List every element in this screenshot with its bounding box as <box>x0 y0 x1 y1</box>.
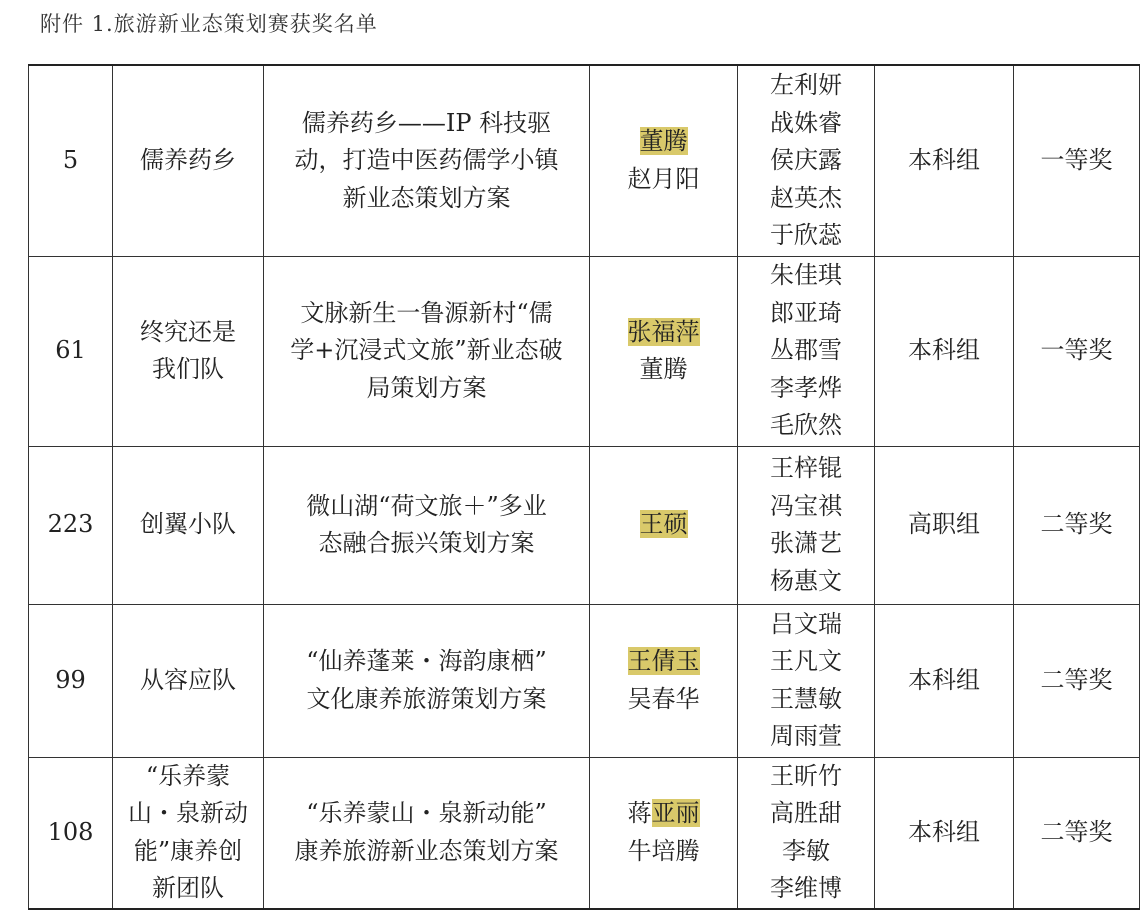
entry-number-cell: 61 <box>29 256 113 446</box>
advisor-name: 董腾 <box>639 355 688 383</box>
project-title-line: 文化康养旅游策划方案 <box>306 684 547 713</box>
member-name: 左利妍 <box>770 71 842 99</box>
team-name-line: 我们队 <box>152 355 224 383</box>
project-title-cell <box>264 446 590 604</box>
award-cell: 二等奖 <box>1014 446 1140 604</box>
entry-number-cell: 108 <box>29 757 113 909</box>
highlighted-advisor-name: 董腾 <box>639 127 688 156</box>
award-cell: 一等奖 <box>1014 256 1140 446</box>
table-row <box>29 446 1140 604</box>
project-title-cell <box>264 757 590 909</box>
team-name-cell <box>113 757 264 909</box>
project-title-cell <box>264 604 590 757</box>
award-table <box>28 64 1140 910</box>
table-row <box>29 757 1140 909</box>
team-name-cell <box>113 65 264 256</box>
member-name: 王梓锟 <box>770 454 842 482</box>
team-name-cell <box>113 604 264 757</box>
advisor-name: 吴春华 <box>627 684 700 713</box>
member-name: 吕文瑞 <box>770 609 842 638</box>
project-title-line: 态融合振兴策划方案 <box>318 529 535 557</box>
team-name-line: 儒养药乡 <box>140 146 236 174</box>
advisor-cell <box>590 604 738 757</box>
member-name: 朱佳琪 <box>770 261 842 290</box>
project-title-line: 微山湖“荷文旅＋”多业 <box>306 491 547 520</box>
team-name-cell <box>113 256 264 446</box>
team-members-cell <box>738 256 875 446</box>
project-title-line: 康养旅游新业态策划方案 <box>294 836 559 865</box>
team-members-cell <box>738 446 875 604</box>
award-cell: 二等奖 <box>1014 757 1140 909</box>
project-title-line: 文脉新生一鲁源新村“儒 <box>300 298 553 327</box>
member-name: 王凡文 <box>770 647 842 675</box>
highlighted-advisor-name: 王倩玉 <box>627 647 700 675</box>
advisor-name <box>596 643 731 681</box>
group-cell: 本科组 <box>875 757 1014 909</box>
advisor-cell <box>590 256 738 446</box>
entry-number-cell: 223 <box>29 446 113 604</box>
team-name-line: “乐养蒙 <box>145 761 231 790</box>
team-name-line: 新团队 <box>152 874 224 902</box>
team-name-line: 能”康养创 <box>133 836 243 865</box>
member-name: 侯庆露 <box>770 146 842 174</box>
group-cell: 本科组 <box>875 604 1014 757</box>
advisor-name: 蒋亚丽 <box>627 799 700 827</box>
project-title-cell <box>264 65 590 256</box>
project-title-cell <box>264 256 590 446</box>
member-name: 李敏 <box>782 836 830 865</box>
team-name-line: 从容应队 <box>140 665 236 694</box>
advisor-cell <box>590 446 738 604</box>
member-name: 冯宝祺 <box>770 491 842 520</box>
highlighted-advisor-name: 亚丽 <box>651 799 700 827</box>
member-name: 李维博 <box>770 874 842 902</box>
project-title-line: 动，打造中医药儒学小镇 <box>294 146 559 174</box>
member-name: 战姝睿 <box>770 108 842 137</box>
member-name: 郎亚琦 <box>770 298 842 327</box>
table-row <box>29 65 1140 256</box>
page-caption: 附件 1.旅游新业态策划赛获奖名单 <box>40 12 378 36</box>
team-name-line: 山・泉新动 <box>128 799 248 827</box>
team-members-cell <box>738 604 875 757</box>
team-name-line: 终究还是 <box>140 317 236 346</box>
project-title-line: 局策划方案 <box>366 373 487 402</box>
advisor-name <box>596 123 731 161</box>
advisor-name <box>596 314 731 352</box>
table-row <box>29 604 1140 757</box>
member-name: 高胜甜 <box>770 799 842 827</box>
table-row <box>29 256 1140 446</box>
member-name: 王昕竹 <box>770 761 842 790</box>
award-cell: 一等奖 <box>1014 65 1140 256</box>
entry-number-cell: 99 <box>29 604 113 757</box>
advisor-name: 赵月阳 <box>627 164 700 193</box>
group-cell: 本科组 <box>875 65 1014 256</box>
team-members-cell <box>738 757 875 909</box>
member-name: 丛郡雪 <box>770 336 842 365</box>
advisor-name: 牛培腾 <box>627 836 700 865</box>
award-cell: 二等奖 <box>1014 604 1140 757</box>
member-name: 张潇艺 <box>770 529 842 557</box>
project-title-line: 儒养药乡——IP 科技驱 <box>301 108 552 137</box>
member-name: 毛欣然 <box>770 411 842 440</box>
highlighted-advisor-name: 张福萍 <box>627 317 700 346</box>
member-name: 王慧敏 <box>770 684 842 713</box>
team-name-line: 创翼小队 <box>140 510 236 539</box>
group-cell: 高职组 <box>875 446 1014 604</box>
project-title-line: “乐养蒙山・泉新动能” <box>306 799 547 827</box>
entry-number-cell: 5 <box>29 65 113 256</box>
advisor-cell <box>590 757 738 909</box>
highlighted-advisor-name: 王硕 <box>639 510 688 539</box>
member-name: 李孝烨 <box>770 373 842 402</box>
member-name: 杨惠文 <box>770 566 842 595</box>
member-name: 于欣蕊 <box>770 221 842 249</box>
project-title-line: “仙养蓬莱・海韵康栖” <box>306 647 547 675</box>
advisor-cell <box>590 65 738 256</box>
project-title-line: 学+沉浸式文旅”新业态破 <box>290 336 563 365</box>
team-name-cell <box>113 446 264 604</box>
member-name: 赵英杰 <box>770 183 842 212</box>
project-title-line: 新业态策划方案 <box>342 183 511 212</box>
group-cell: 本科组 <box>875 256 1014 446</box>
team-members-cell <box>738 65 875 256</box>
advisor-name <box>596 506 731 544</box>
member-name: 周雨萱 <box>770 722 842 750</box>
